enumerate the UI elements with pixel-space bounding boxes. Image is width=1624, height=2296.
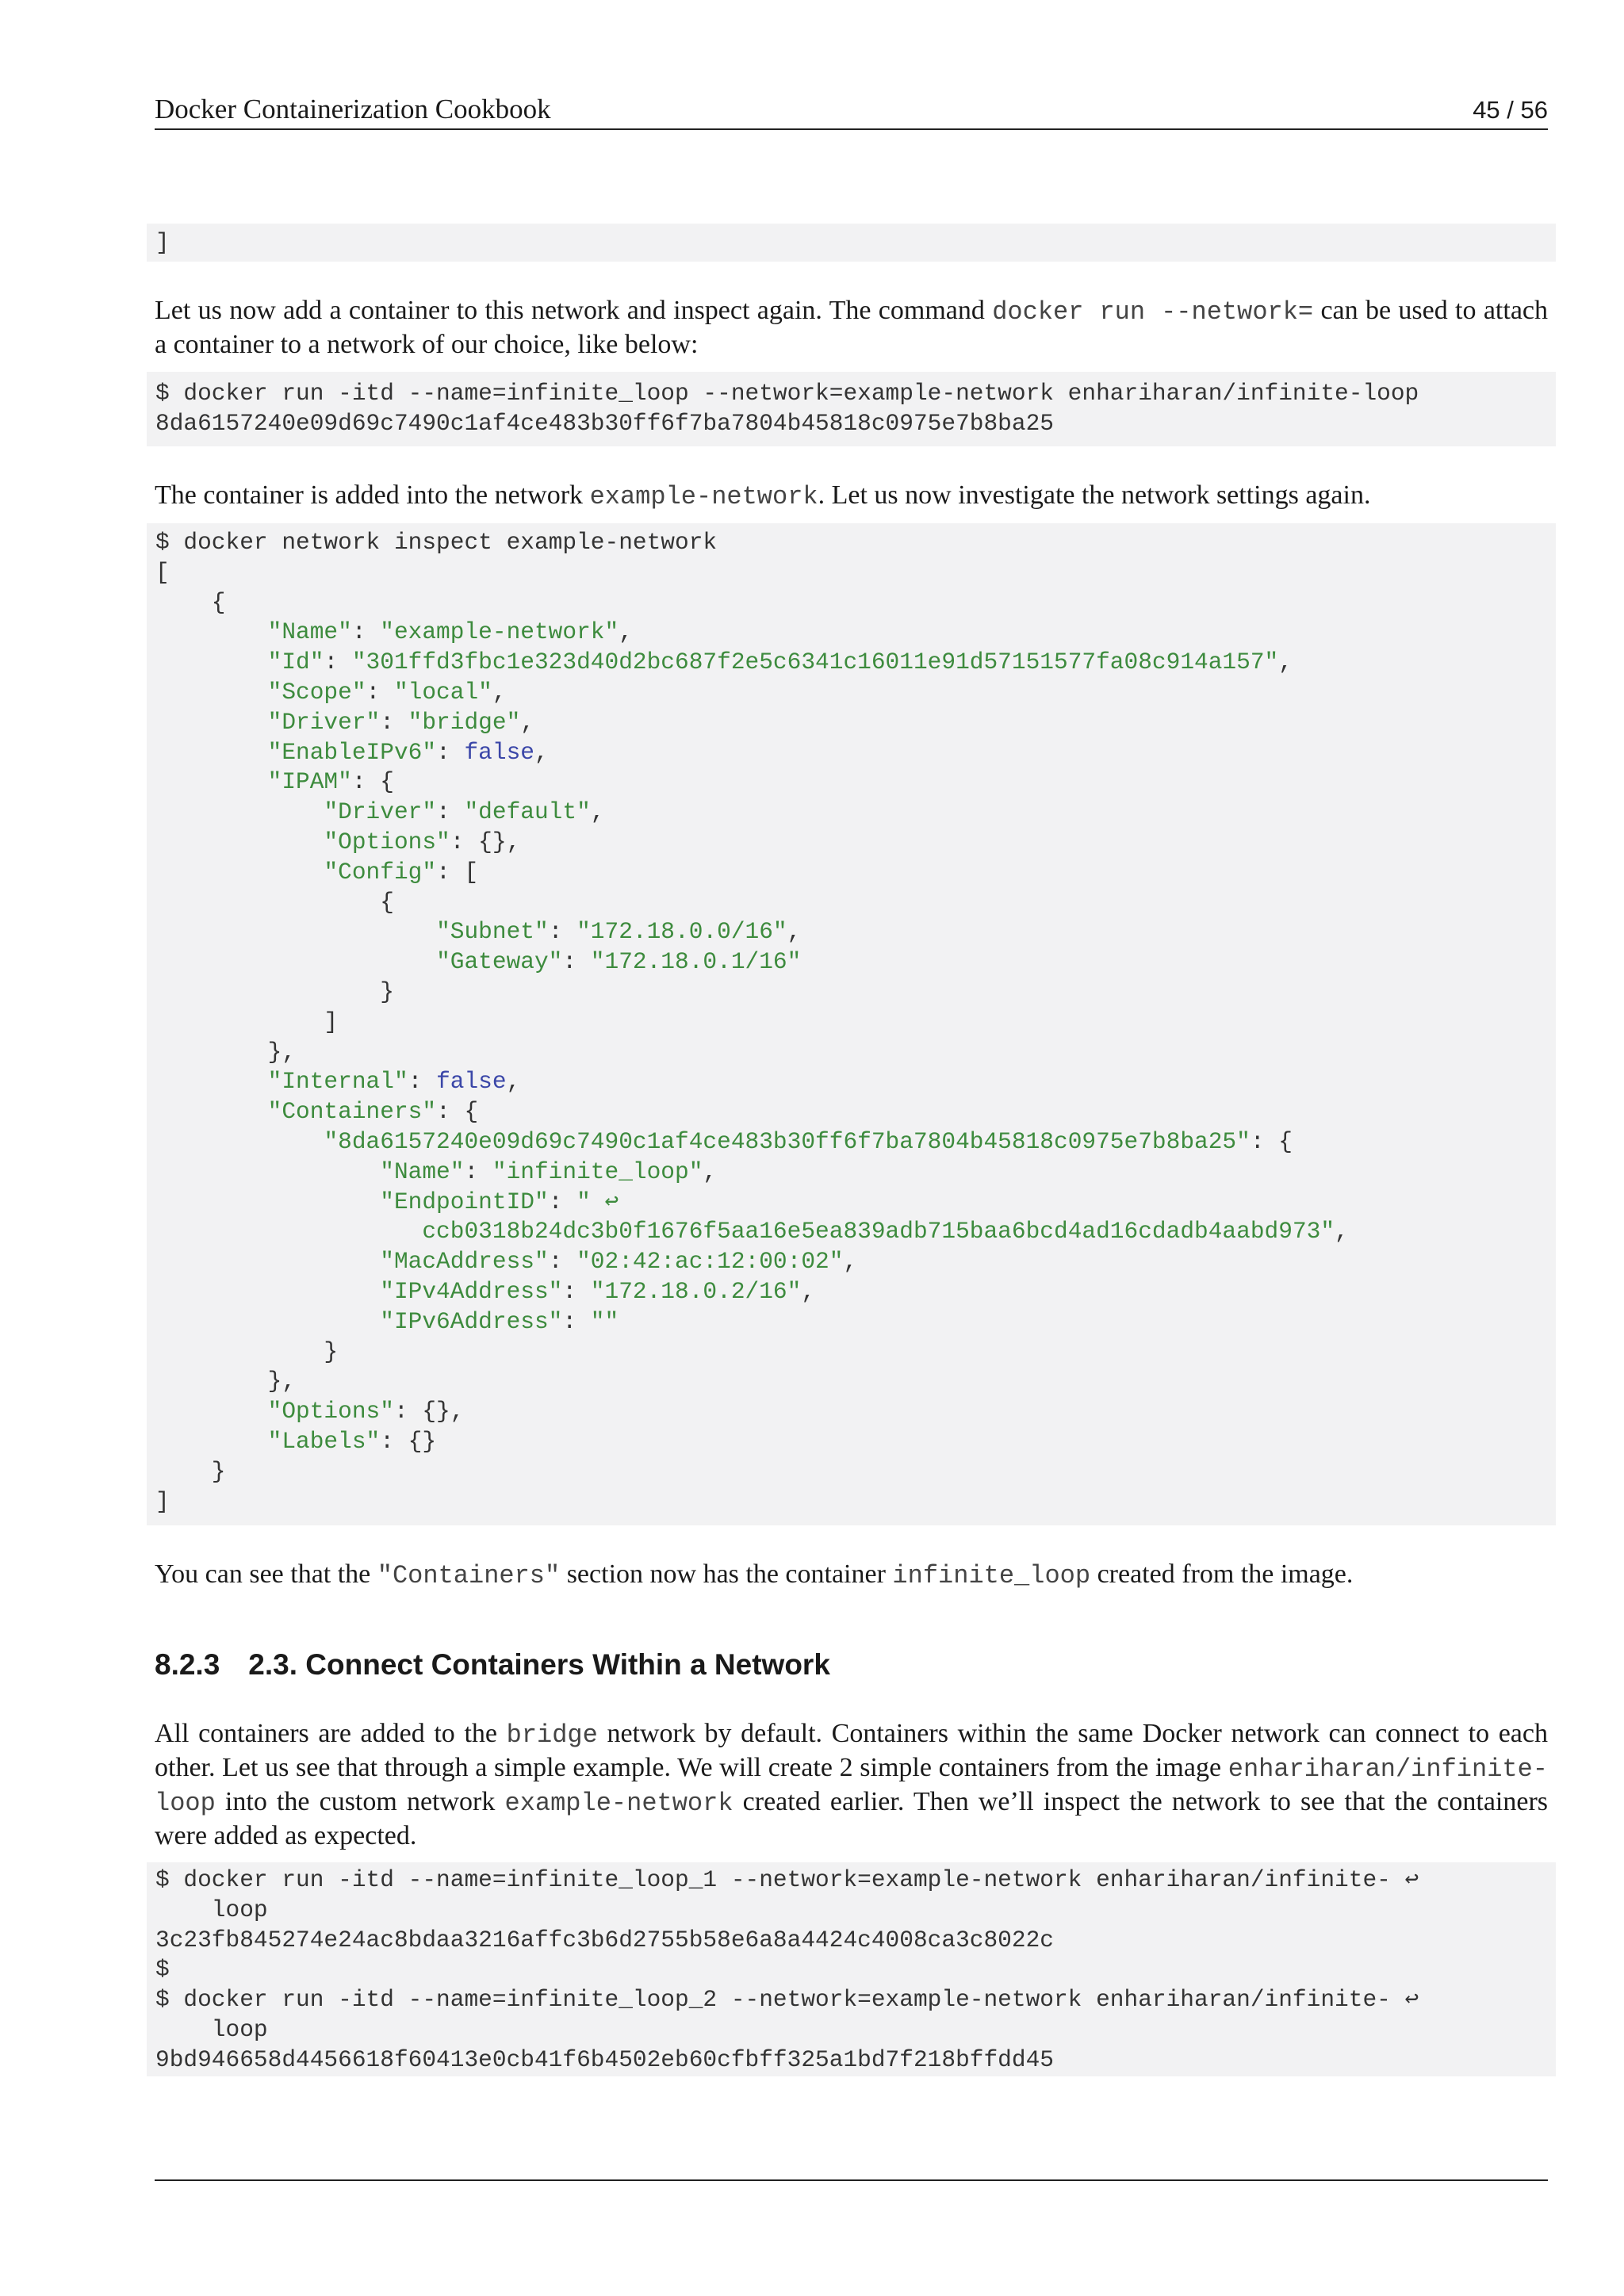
inline-code: example-network xyxy=(504,1789,733,1818)
code-block-run-container: $ docker run -itd --name=infinite_loop --network=example-network enhariharan/infinite-loop 8da6157240e09d69c7490c1af4ce483b30ff6f7ba7804b45818c0975e7b8ba25 xyxy=(147,372,1556,446)
inline-code: enhariharan/infinite-loop xyxy=(155,1755,1548,1818)
footer-divider xyxy=(155,2179,1548,2181)
inline-code: example-network xyxy=(589,482,818,511)
paragraph-container-added: The container is added into the network example-network. Let us now investigate the network settings again. xyxy=(155,480,1371,511)
document-title: Docker Containerization Cookbook xyxy=(155,94,551,124)
inline-code: "Containers" xyxy=(377,1561,561,1590)
code-block-run-two-containers: $ docker run -itd --name=infinite_loop_1 --network=example-network enhariharan/infinite- ↩ loop 3c23fb845274e24ac8bdaa3216affc3b6d2755b58e6a8a4424c4008ca3c8022c $ $ docker run -itd --name=infinite_loop_2 --network=example-network enhariharan/infinite- ↩ loop 9bd946658d4456618f60413e0cb41f6b4502eb60cfbff325a1bd7f218bffdd45 xyxy=(147,1862,1556,2076)
paragraph-connect-containers: All containers are added to the bridge network by default. Containers within the same Docker network can connect to each other. Let us see that through a simple example. We will create 2 simple containers from the image enhariharan/infinite-loop into the custom network example-network created earlier. Then we’ll inspect the network to see that the containers were added as expected. xyxy=(155,1719,1549,1850)
inline-code: bridge xyxy=(506,1720,598,1750)
page-header xyxy=(155,94,1548,130)
page-number: 45 / 56 xyxy=(1473,96,1548,124)
paragraph-add-container: Let us now add a container to this network and inspect again. The command docker run --network= can be used to attach a container to a network of our choice, like below: xyxy=(155,296,1548,359)
paragraph-containers-section: You can see that the "Containers" section now has the container infinite_loop created from the image. xyxy=(155,1559,1354,1590)
inline-code: infinite_loop xyxy=(892,1561,1091,1590)
section-heading: 8.2.3 2.3. Connect Containers Within a Network xyxy=(155,1648,830,1681)
code-block-fragment: ] xyxy=(147,224,1556,262)
code-block-network-inspect: $ docker network inspect example-network [ { "Name": "example-network", "Id": "301ffd3fbc1e323d40d2bc687f2e5c6341c16011e91d57151577fa08c914a157", "Scope": "local", "Driver": "bridge", "EnableIPv6": false, "IPAM": { "Driver": "default", "Options": {}, "Config": [ { "Subnet": "172.18.0.0/16", "Gateway": "172.18.0.1/16" } ] }, "Internal": false, "Containers": { "8da6157240e09d69c7490c1af4ce483b30ff6f7ba7804b45818c0975e7b8ba25": { "Name": "infinite_loop", "EndpointID": " ↩ ccb0318b24dc3b0f1676f5aa16e5ea839adb715baa6bcd4ad16cdadb4aabd973", "MacAddress": "02:42:ac:12:00:02", "IPv4Address": "172.18.0.2/16", "IPv6Address": "" } }, "Options": {}, "Labels": {} } ] xyxy=(147,523,1556,1525)
inline-code: docker run --network= xyxy=(992,297,1314,327)
